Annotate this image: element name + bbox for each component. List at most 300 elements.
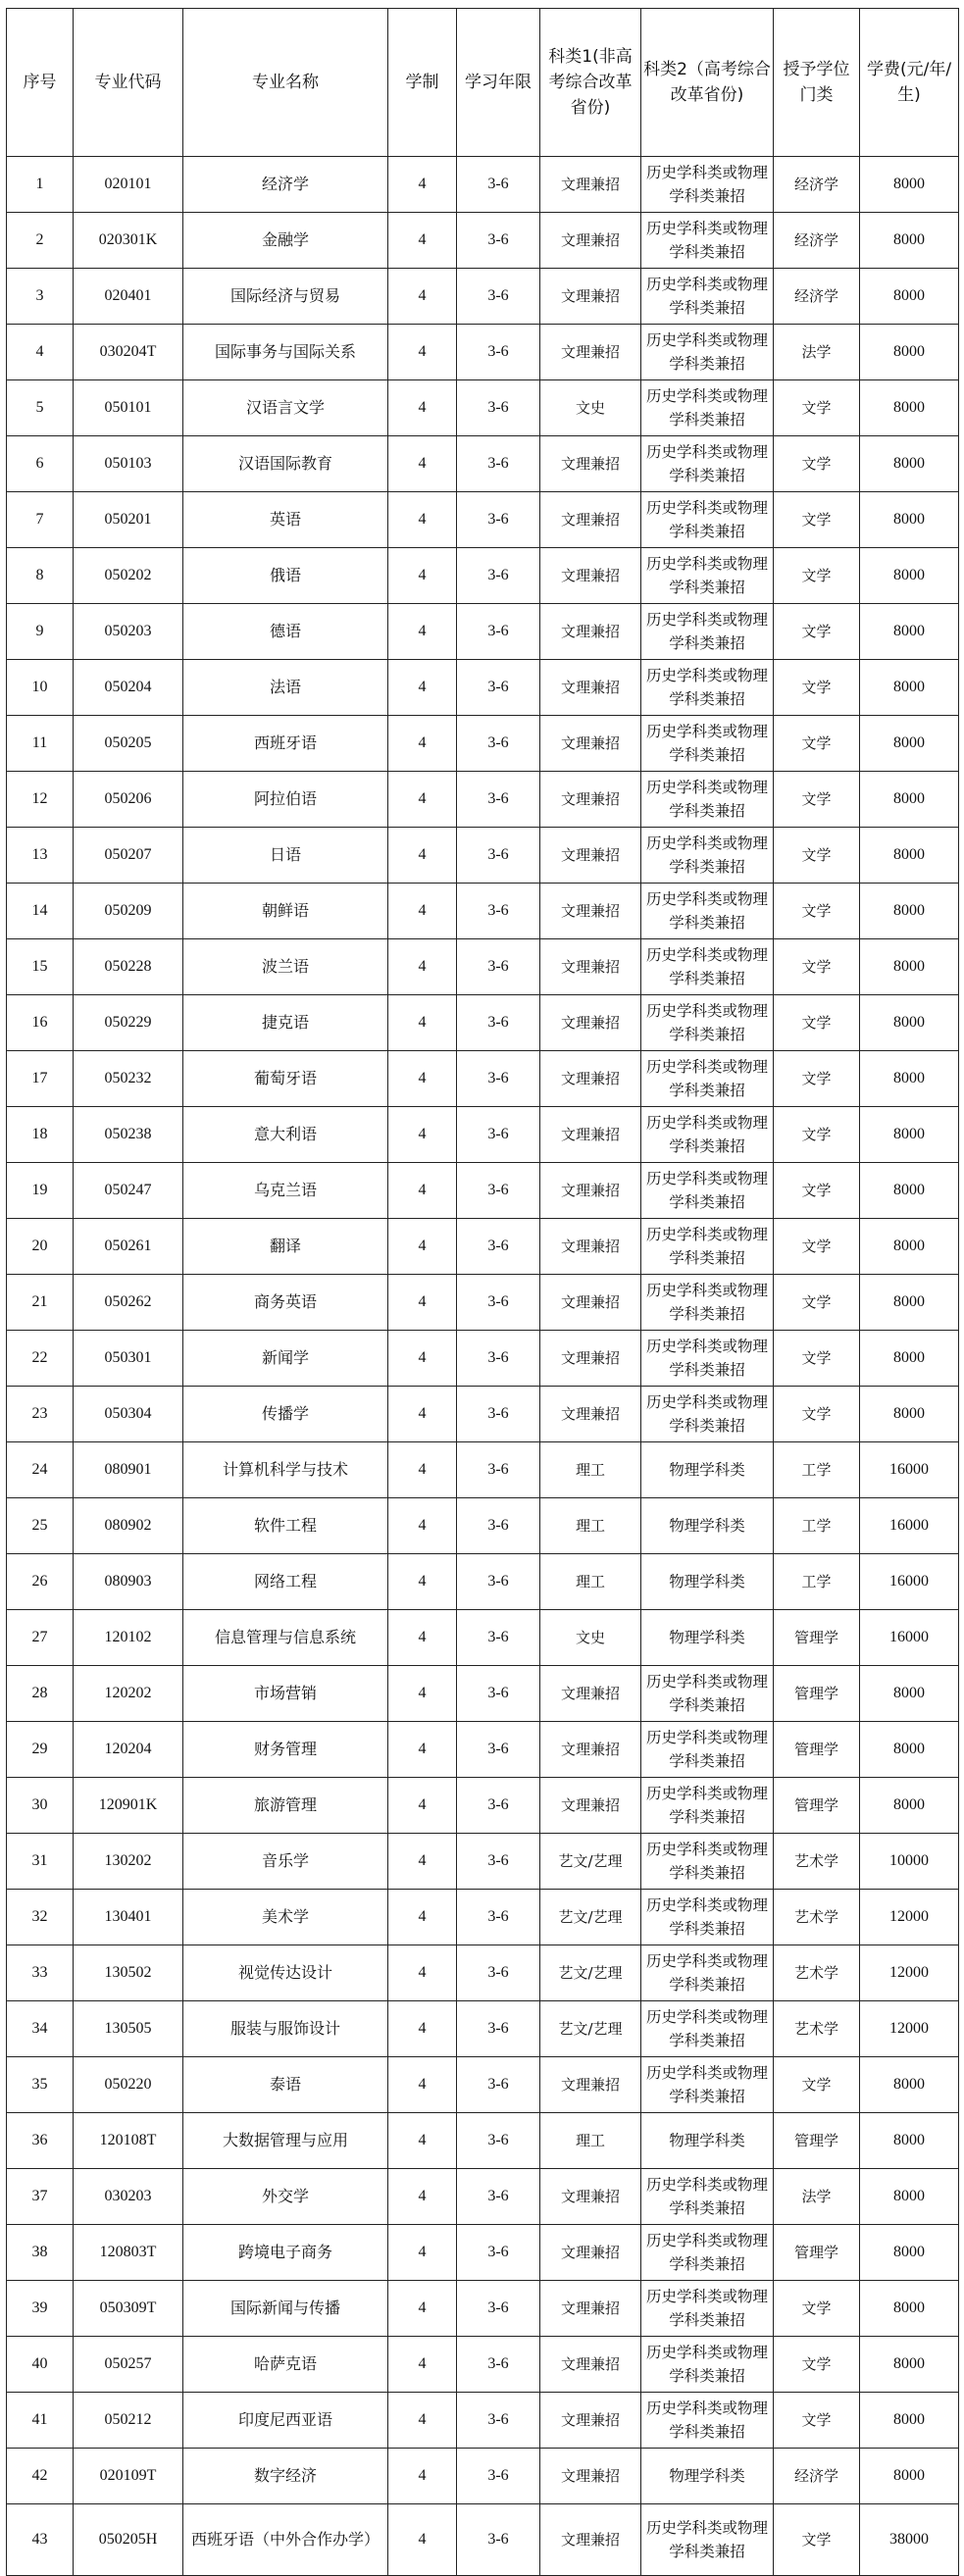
major-name-cell: 传播学	[183, 1387, 388, 1442]
category-1-cell: 艺文/艺理	[540, 1834, 641, 1890]
category-1-cell: 文理兼招	[540, 269, 641, 325]
category-2-cell: 历史学科类或物理学科类兼招	[641, 1331, 774, 1387]
degree-type-cell: 管理学	[774, 1666, 860, 1722]
program-length-cell: 4	[388, 1610, 457, 1666]
row-index-cell: 12	[7, 772, 74, 828]
row-index-cell: 36	[7, 2113, 74, 2169]
tuition-cell: 8000	[860, 939, 959, 995]
table-row	[7, 380, 959, 436]
study-years-cell: 3-6	[457, 380, 540, 436]
study-years-cell: 3-6	[457, 1834, 540, 1890]
program-length-cell: 4	[388, 1834, 457, 1890]
row-index-cell: 13	[7, 828, 74, 884]
degree-type-cell: 法学	[774, 325, 860, 380]
study-years-cell: 3-6	[457, 1163, 540, 1219]
tuition-cell: 8000	[860, 2337, 959, 2393]
major-name-cell: 商务英语	[183, 1275, 388, 1331]
category-2-cell: 历史学科类或物理学科类兼招	[641, 548, 774, 604]
major-name-cell: 跨境电子商务	[183, 2225, 388, 2281]
major-code-cell: 050212	[74, 2393, 183, 2449]
degree-type-cell: 文学	[774, 939, 860, 995]
table-row	[7, 157, 959, 213]
tuition-cell: 8000	[860, 828, 959, 884]
program-length-cell: 4	[388, 828, 457, 884]
category-1-cell: 文理兼招	[540, 995, 641, 1051]
study-years-cell: 3-6	[457, 1331, 540, 1387]
tuition-cell: 8000	[860, 492, 959, 548]
degree-type-cell: 艺术学	[774, 1890, 860, 1945]
row-index-cell: 22	[7, 1331, 74, 1387]
category-1-cell: 文理兼招	[540, 2449, 641, 2504]
row-index-cell: 31	[7, 1834, 74, 1890]
degree-type-cell: 文学	[774, 1107, 860, 1163]
major-name-cell: 服装与服饰设计	[183, 2001, 388, 2057]
program-length-cell: 4	[388, 1275, 457, 1331]
study-years-cell: 3-6	[457, 604, 540, 660]
table-row	[7, 2504, 959, 2576]
row-index-cell: 19	[7, 1163, 74, 1219]
program-length-cell: 4	[388, 2337, 457, 2393]
degree-type-cell: 文学	[774, 995, 860, 1051]
tuition-cell: 8000	[860, 2169, 959, 2225]
row-index-cell: 15	[7, 939, 74, 995]
major-name-cell: 俄语	[183, 548, 388, 604]
major-code-cell: 050304	[74, 1387, 183, 1442]
degree-type-cell: 管理学	[774, 2225, 860, 2281]
table-row	[7, 2225, 959, 2281]
table-row	[7, 548, 959, 604]
study-years-cell: 3-6	[457, 269, 540, 325]
row-index-cell: 26	[7, 1554, 74, 1610]
major-code-cell: 050207	[74, 828, 183, 884]
major-name-cell: 法语	[183, 660, 388, 716]
row-index-cell: 41	[7, 2393, 74, 2449]
category-1-cell: 文理兼招	[540, 548, 641, 604]
category-2-cell: 历史学科类或物理学科类兼招	[641, 2337, 774, 2393]
tuition-cell: 8000	[860, 1051, 959, 1107]
category-1-cell: 文理兼招	[540, 660, 641, 716]
degree-type-cell: 经济学	[774, 213, 860, 269]
tuition-cell: 12000	[860, 1945, 959, 2001]
major-code-cell: 050257	[74, 2337, 183, 2393]
table-row	[7, 325, 959, 380]
major-name-cell: 信息管理与信息系统	[183, 1610, 388, 1666]
tuition-cell: 8000	[860, 269, 959, 325]
major-code-cell: 050205H	[74, 2504, 183, 2576]
table-row	[7, 828, 959, 884]
major-name-cell: 网络工程	[183, 1554, 388, 1610]
major-name-cell: 英语	[183, 492, 388, 548]
table-row	[7, 1051, 959, 1107]
table-row	[7, 2337, 959, 2393]
majors-table	[6, 8, 959, 2576]
row-index-cell: 25	[7, 1498, 74, 1554]
category-1-cell: 文理兼招	[540, 325, 641, 380]
study-years-cell: 3-6	[457, 157, 540, 213]
header-study-years: 学习年限	[457, 9, 540, 157]
category-1-cell: 文理兼招	[540, 1387, 641, 1442]
table-row	[7, 1219, 959, 1275]
degree-type-cell: 文学	[774, 548, 860, 604]
major-name-cell: 国际事务与国际关系	[183, 325, 388, 380]
study-years-cell: 3-6	[457, 716, 540, 772]
program-length-cell: 4	[388, 1387, 457, 1442]
major-name-cell: 汉语国际教育	[183, 436, 388, 492]
row-index-cell: 11	[7, 716, 74, 772]
major-code-cell: 120202	[74, 1666, 183, 1722]
study-years-cell: 3-6	[457, 828, 540, 884]
row-index-cell: 24	[7, 1442, 74, 1498]
table-row	[7, 2113, 959, 2169]
category-2-cell: 物理学科类	[641, 1442, 774, 1498]
program-length-cell: 4	[388, 1666, 457, 1722]
category-1-cell: 文理兼招	[540, 492, 641, 548]
degree-type-cell: 工学	[774, 1554, 860, 1610]
table-row	[7, 995, 959, 1051]
table-row	[7, 2281, 959, 2337]
program-length-cell: 4	[388, 1498, 457, 1554]
major-code-cell: 020101	[74, 157, 183, 213]
table-row	[7, 1387, 959, 1442]
tuition-cell: 8000	[860, 1275, 959, 1331]
study-years-cell: 3-6	[457, 2449, 540, 2504]
study-years-cell: 3-6	[457, 492, 540, 548]
major-name-cell: 葡萄牙语	[183, 1051, 388, 1107]
major-name-cell: 德语	[183, 604, 388, 660]
row-index-cell: 23	[7, 1387, 74, 1442]
study-years-cell: 3-6	[457, 548, 540, 604]
major-code-cell: 030203	[74, 2169, 183, 2225]
study-years-cell: 3-6	[457, 213, 540, 269]
major-code-cell: 120803T	[74, 2225, 183, 2281]
table-row	[7, 716, 959, 772]
major-name-cell: 乌克兰语	[183, 1163, 388, 1219]
program-length-cell: 4	[388, 1442, 457, 1498]
major-code-cell: 030204T	[74, 325, 183, 380]
category-1-cell: 理工	[540, 1554, 641, 1610]
major-name-cell: 西班牙语（中外合作办学）	[183, 2504, 388, 2576]
category-1-cell: 文理兼招	[540, 604, 641, 660]
major-code-cell: 080902	[74, 1498, 183, 1554]
study-years-cell: 3-6	[457, 1778, 540, 1834]
study-years-cell: 3-6	[457, 1554, 540, 1610]
major-code-cell: 050232	[74, 1051, 183, 1107]
table-row	[7, 213, 959, 269]
major-code-cell: 050220	[74, 2057, 183, 2113]
table-row	[7, 1275, 959, 1331]
major-name-cell: 视觉传达设计	[183, 1945, 388, 2001]
category-2-cell: 历史学科类或物理学科类兼招	[641, 1666, 774, 1722]
program-length-cell: 4	[388, 2057, 457, 2113]
major-code-cell: 050262	[74, 1275, 183, 1331]
major-code-cell: 050229	[74, 995, 183, 1051]
category-2-cell: 历史学科类或物理学科类兼招	[641, 828, 774, 884]
tuition-cell: 8000	[860, 213, 959, 269]
program-length-cell: 4	[388, 1107, 457, 1163]
row-index-cell: 9	[7, 604, 74, 660]
tuition-cell: 8000	[860, 1163, 959, 1219]
tuition-cell: 8000	[860, 2225, 959, 2281]
program-length-cell: 4	[388, 548, 457, 604]
table-row	[7, 2057, 959, 2113]
header-row	[7, 9, 959, 157]
degree-type-cell: 法学	[774, 2169, 860, 2225]
program-length-cell: 4	[388, 2449, 457, 2504]
study-years-cell: 3-6	[457, 1275, 540, 1331]
program-length-cell: 4	[388, 1778, 457, 1834]
category-1-cell: 文理兼招	[540, 2504, 641, 2576]
study-years-cell: 3-6	[457, 1219, 540, 1275]
program-length-cell: 4	[388, 772, 457, 828]
major-code-cell: 130502	[74, 1945, 183, 2001]
degree-type-cell: 文学	[774, 716, 860, 772]
category-2-cell: 历史学科类或物理学科类兼招	[641, 1107, 774, 1163]
row-index-cell: 17	[7, 1051, 74, 1107]
tuition-cell: 8000	[860, 1722, 959, 1778]
major-code-cell: 020109T	[74, 2449, 183, 2504]
program-length-cell: 4	[388, 1051, 457, 1107]
table-row	[7, 269, 959, 325]
degree-type-cell: 文学	[774, 2057, 860, 2113]
tuition-cell: 12000	[860, 2001, 959, 2057]
table-row	[7, 1945, 959, 2001]
category-1-cell: 文理兼招	[540, 2393, 641, 2449]
table-row	[7, 1666, 959, 1722]
table-row	[7, 1890, 959, 1945]
program-length-cell: 4	[388, 1331, 457, 1387]
category-2-cell: 物理学科类	[641, 1554, 774, 1610]
major-code-cell: 050202	[74, 548, 183, 604]
category-1-cell: 理工	[540, 1498, 641, 1554]
category-1-cell: 文理兼招	[540, 1666, 641, 1722]
program-length-cell: 4	[388, 1722, 457, 1778]
row-index-cell: 30	[7, 1778, 74, 1834]
program-length-cell: 4	[388, 604, 457, 660]
degree-type-cell: 文学	[774, 884, 860, 939]
category-2-cell: 历史学科类或物理学科类兼招	[641, 2504, 774, 2576]
tuition-cell: 8000	[860, 772, 959, 828]
row-index-cell: 18	[7, 1107, 74, 1163]
program-length-cell: 4	[388, 380, 457, 436]
major-name-cell: 财务管理	[183, 1722, 388, 1778]
degree-type-cell: 文学	[774, 1387, 860, 1442]
category-2-cell: 历史学科类或物理学科类兼招	[641, 380, 774, 436]
category-2-cell: 历史学科类或物理学科类兼招	[641, 2225, 774, 2281]
category-1-cell: 文理兼招	[540, 213, 641, 269]
tuition-cell: 8000	[860, 157, 959, 213]
major-code-cell: 050201	[74, 492, 183, 548]
degree-type-cell: 文学	[774, 660, 860, 716]
category-2-cell: 历史学科类或物理学科类兼招	[641, 1387, 774, 1442]
degree-type-cell: 经济学	[774, 157, 860, 213]
program-length-cell: 4	[388, 884, 457, 939]
header-code: 专业代码	[74, 9, 183, 157]
tuition-cell: 8000	[860, 1387, 959, 1442]
tuition-cell: 8000	[860, 1219, 959, 1275]
row-index-cell: 4	[7, 325, 74, 380]
degree-type-cell: 文学	[774, 2504, 860, 2576]
major-code-cell: 050205	[74, 716, 183, 772]
category-2-cell: 历史学科类或物理学科类兼招	[641, 604, 774, 660]
category-2-cell: 历史学科类或物理学科类兼招	[641, 772, 774, 828]
row-index-cell: 33	[7, 1945, 74, 2001]
major-name-cell: 日语	[183, 828, 388, 884]
major-name-cell: 汉语言文学	[183, 380, 388, 436]
table-row	[7, 1331, 959, 1387]
study-years-cell: 3-6	[457, 1890, 540, 1945]
category-2-cell: 历史学科类或物理学科类兼招	[641, 1834, 774, 1890]
table-row	[7, 436, 959, 492]
major-code-cell: 120204	[74, 1722, 183, 1778]
program-length-cell: 4	[388, 716, 457, 772]
major-name-cell: 新闻学	[183, 1331, 388, 1387]
category-1-cell: 文理兼招	[540, 2169, 641, 2225]
program-length-cell: 4	[388, 2225, 457, 2281]
major-name-cell: 计算机科学与技术	[183, 1442, 388, 1498]
major-name-cell: 西班牙语	[183, 716, 388, 772]
major-code-cell: 050247	[74, 1163, 183, 1219]
study-years-cell: 3-6	[457, 1498, 540, 1554]
major-name-cell: 数字经济	[183, 2449, 388, 2504]
major-code-cell: 020301K	[74, 213, 183, 269]
row-index-cell: 16	[7, 995, 74, 1051]
category-1-cell: 文理兼招	[540, 828, 641, 884]
study-years-cell: 3-6	[457, 1722, 540, 1778]
program-length-cell: 4	[388, 157, 457, 213]
degree-type-cell: 文学	[774, 2393, 860, 2449]
table-row	[7, 1834, 959, 1890]
degree-type-cell: 文学	[774, 604, 860, 660]
category-1-cell: 文理兼招	[540, 1219, 641, 1275]
category-1-cell: 文理兼招	[540, 1107, 641, 1163]
degree-type-cell: 文学	[774, 1275, 860, 1331]
tuition-cell: 8000	[860, 604, 959, 660]
major-name-cell: 意大利语	[183, 1107, 388, 1163]
major-name-cell: 美术学	[183, 1890, 388, 1945]
category-1-cell: 艺文/艺理	[540, 1890, 641, 1945]
major-name-cell: 哈萨克语	[183, 2337, 388, 2393]
degree-type-cell: 管理学	[774, 1722, 860, 1778]
row-index-cell: 3	[7, 269, 74, 325]
study-years-cell: 3-6	[457, 2337, 540, 2393]
degree-type-cell: 经济学	[774, 269, 860, 325]
study-years-cell: 3-6	[457, 2393, 540, 2449]
degree-type-cell: 文学	[774, 772, 860, 828]
program-length-cell: 4	[388, 2281, 457, 2337]
table-row	[7, 1722, 959, 1778]
category-2-cell: 历史学科类或物理学科类兼招	[641, 157, 774, 213]
category-2-cell: 历史学科类或物理学科类兼招	[641, 1945, 774, 2001]
table-row	[7, 772, 959, 828]
table-row	[7, 1498, 959, 1554]
study-years-cell: 3-6	[457, 1666, 540, 1722]
category-1-cell: 文史	[540, 1610, 641, 1666]
table-row	[7, 2169, 959, 2225]
degree-type-cell: 文学	[774, 380, 860, 436]
degree-type-cell: 文学	[774, 436, 860, 492]
major-name-cell: 外交学	[183, 2169, 388, 2225]
major-name-cell: 朝鲜语	[183, 884, 388, 939]
study-years-cell: 3-6	[457, 995, 540, 1051]
row-index-cell: 27	[7, 1610, 74, 1666]
major-name-cell: 市场营销	[183, 1666, 388, 1722]
row-index-cell: 6	[7, 436, 74, 492]
major-code-cell: 050309T	[74, 2281, 183, 2337]
degree-type-cell: 艺术学	[774, 2001, 860, 2057]
major-name-cell: 泰语	[183, 2057, 388, 2113]
major-code-cell: 050238	[74, 1107, 183, 1163]
major-name-cell: 大数据管理与应用	[183, 2113, 388, 2169]
row-index-cell: 20	[7, 1219, 74, 1275]
category-2-cell: 历史学科类或物理学科类兼招	[641, 325, 774, 380]
program-length-cell: 4	[388, 1554, 457, 1610]
program-length-cell: 4	[388, 492, 457, 548]
row-index-cell: 37	[7, 2169, 74, 2225]
program-length-cell: 4	[388, 995, 457, 1051]
category-2-cell: 历史学科类或物理学科类兼招	[641, 1163, 774, 1219]
study-years-cell: 3-6	[457, 2225, 540, 2281]
program-length-cell: 4	[388, 2169, 457, 2225]
major-name-cell: 阿拉伯语	[183, 772, 388, 828]
tuition-cell: 8000	[860, 2393, 959, 2449]
table-row	[7, 1163, 959, 1219]
study-years-cell: 3-6	[457, 2057, 540, 2113]
study-years-cell: 3-6	[457, 939, 540, 995]
category-2-cell: 历史学科类或物理学科类兼招	[641, 1778, 774, 1834]
major-code-cell: 050103	[74, 436, 183, 492]
study-years-cell: 3-6	[457, 1107, 540, 1163]
major-name-cell: 音乐学	[183, 1834, 388, 1890]
degree-type-cell: 工学	[774, 1442, 860, 1498]
category-2-cell: 物理学科类	[641, 2113, 774, 2169]
category-1-cell: 文理兼招	[540, 884, 641, 939]
major-code-cell: 130505	[74, 2001, 183, 2057]
category-2-cell: 物理学科类	[641, 1498, 774, 1554]
program-length-cell: 4	[388, 213, 457, 269]
major-code-cell: 080901	[74, 1442, 183, 1498]
category-1-cell: 文理兼招	[540, 1051, 641, 1107]
row-index-cell: 2	[7, 213, 74, 269]
major-name-cell: 波兰语	[183, 939, 388, 995]
category-2-cell: 历史学科类或物理学科类兼招	[641, 995, 774, 1051]
major-code-cell: 050206	[74, 772, 183, 828]
major-code-cell: 120102	[74, 1610, 183, 1666]
major-code-cell: 050209	[74, 884, 183, 939]
major-name-cell: 旅游管理	[183, 1778, 388, 1834]
study-years-cell: 3-6	[457, 2281, 540, 2337]
header-category-2: 科类2（高考综合改革省份)	[641, 9, 774, 157]
degree-type-cell: 文学	[774, 2281, 860, 2337]
row-index-cell: 7	[7, 492, 74, 548]
row-index-cell: 43	[7, 2504, 74, 2576]
study-years-cell: 3-6	[457, 2001, 540, 2057]
program-length-cell: 4	[388, 2393, 457, 2449]
category-1-cell: 理工	[540, 2113, 641, 2169]
category-2-cell: 历史学科类或物理学科类兼招	[641, 2393, 774, 2449]
header-major-name: 专业名称	[183, 9, 388, 157]
category-2-cell: 历史学科类或物理学科类兼招	[641, 1722, 774, 1778]
major-code-cell: 130401	[74, 1890, 183, 1945]
table-row	[7, 884, 959, 939]
category-1-cell: 文理兼招	[540, 939, 641, 995]
header-tuition: 学费(元/年/生)	[860, 9, 959, 157]
major-name-cell: 软件工程	[183, 1498, 388, 1554]
category-1-cell: 文理兼招	[540, 1163, 641, 1219]
study-years-cell: 3-6	[457, 2113, 540, 2169]
program-length-cell: 4	[388, 269, 457, 325]
major-code-cell: 080903	[74, 1554, 183, 1610]
row-index-cell: 42	[7, 2449, 74, 2504]
